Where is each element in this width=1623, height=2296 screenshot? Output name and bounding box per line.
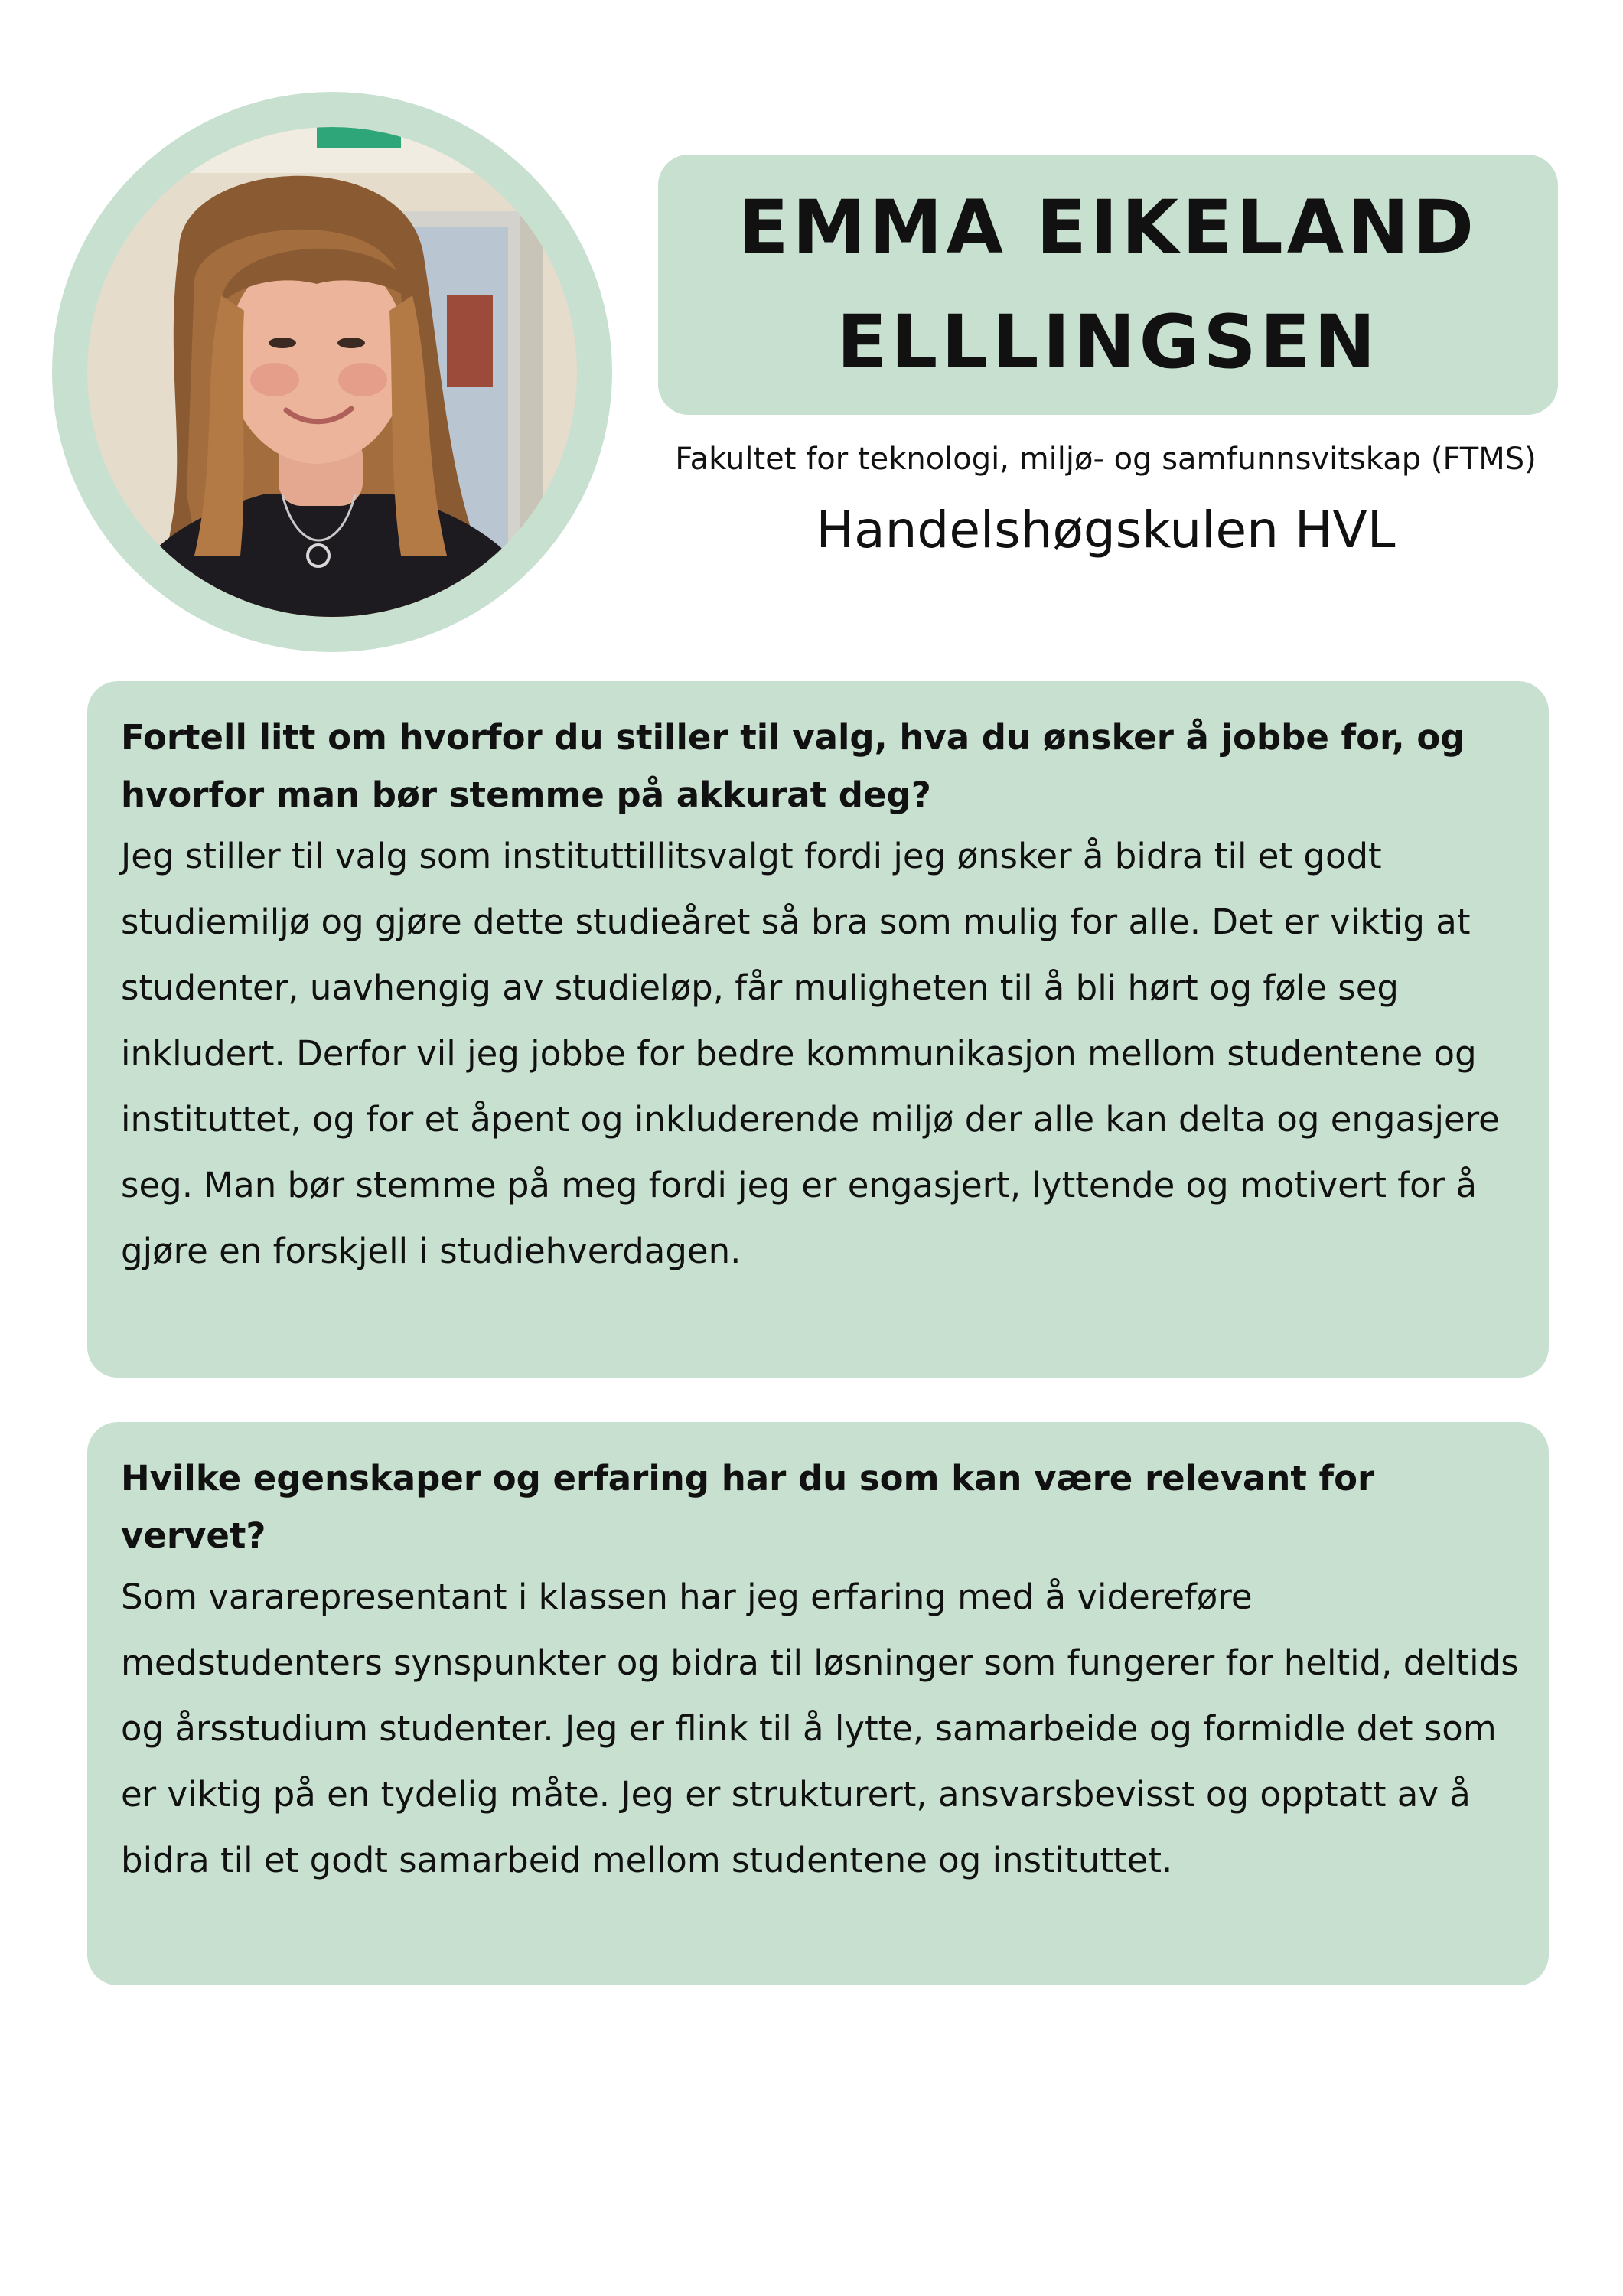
qa-section-motivation [87, 681, 1549, 1378]
answer-text: Jeg stiller til valg som instituttillitsvalgt fordi jeg ønsker å bidra til et godt studiemiljø og gjøre dette studieåret så bra som mulig for alle. Det er viktig at studenter, uavhengig av studieløp, får muligheten til å bli hørt og føle seg inkludert. Derfor vil jeg jobbe for bedre kommunikasjon mellom studentene og instituttet, og for et åpent og inkluderende miljø der alle kan delta og engasjere seg. Man bør stemme på meg fordi jeg er engasjert, lyttende og motivert for å gjøre en forskjell i studiehverdagen. [121, 836, 1500, 1271]
candidate-name: EMMA EIKELAND ELLLINGSEN [738, 184, 1478, 385]
candidate-photo [87, 127, 577, 617]
qa-section-experience [87, 1422, 1549, 1985]
question-heading: Hvilke egenskaper og erfaring har du som kan være relevant for vervet? [121, 1458, 1375, 1556]
question-heading: Fortell litt om hvorfor du stiller til valg, hva du ønsker å jobbe for, og hvorfor man bør stemme på akkurat deg? [121, 717, 1465, 815]
school-name: Handelshøgskulen HVL [816, 501, 1396, 559]
name-banner [658, 155, 1558, 415]
answer-text: Som vararepresentant i klassen har jeg erfaring med å videreføre medstudenters synspunkter og bidra til løsninger som fungerer for heltid, deltids og årsstudium studenter. Jeg er flink til å lytte, samarbeide og formidle det som er viktig på en tydelig måte. Jeg er strukturert, ansvarsbevisst og opptatt av å bidra til et godt samarbeid mellom studentene og instituttet. [121, 1577, 1519, 1880]
faculty-name: Fakultet for teknologi, miljø- og samfunnsvitskap (FTMS) [675, 442, 1537, 477]
